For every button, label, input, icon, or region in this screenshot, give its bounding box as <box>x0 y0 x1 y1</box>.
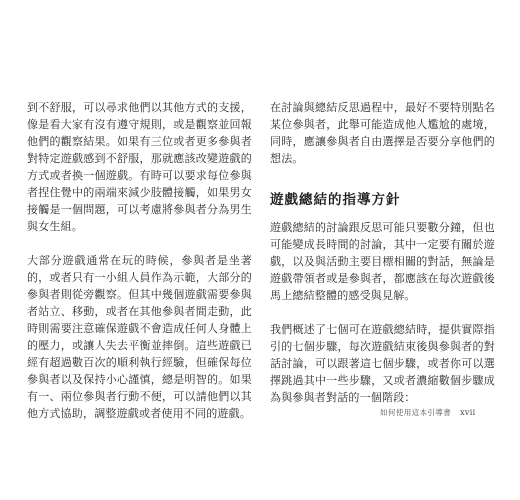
body-paragraph: 我們概述了七個可在遊戲總結時，提供實際指引的七個步驟，每次遊戲結束後與參與者的對話討論，可以跟著這七個步驟，或者你可以選擇跳過其中一些步驟，又或者濃縮數個步驟成為與參與者對話的一個階段： <box>270 323 495 404</box>
body-paragraph: 遊戲總結的討論跟反思可能只要數分鐘，但也可能變成長時間的討論，其中一定要有關於遊戲，以及與活動主要目標相關的對話，無論是遊戲帶領者或是參與者，都應該在每次遊戲後馬上總結整體的感受與見解。 <box>270 221 495 302</box>
body-paragraph: 在討論與總結反思過程中，最好不要特別點名某位參與者，此舉可能造成他人尷尬的處境，同時，應讓參與者自由選擇是否要分享他們的想法。 <box>270 101 495 165</box>
running-title: 如何使用這本引導書 <box>380 408 452 417</box>
right-column <box>270 99 495 406</box>
body-paragraph: 到不舒服，可以尋求他們以其他方式的支援，像是看大家有沒有遵守規則，或是觀察並回報他們的觀察結果。如果有三位或者更多參與者對特定遊戲感到不舒服，那就應該改變遊戲的方式或者換一個遊戲。有時可以要求每位參與者捏住覺中的兩端來減少肢體接觸，如果男女接觸是一個問題，可以考慮將參與者分為男生與女生組。 <box>27 101 252 233</box>
body-paragraph: 大部分遊戲通常在玩的時候，參與者是坐著的，或者只有一小組人員作為示範，大部分的參與者則從旁觀察。但其中幾個遊戲需要參與者站立、移動，或者在其他參與者間走動，此時則需要注意確保遊戲不會造成任何人身體上的壓力，或讓人失去平衡並摔倒。這些遊戲已經有超過數百次的順利執行經驗，但確保每位參與者以及保持小心謹慎，總是明智的。如果有一、兩位參與者行動不便，可以請他們以其他方式協助，調整遊戲或者使用不同的遊戲。 <box>27 254 252 420</box>
page-footer <box>380 407 475 418</box>
left-column <box>27 99 252 422</box>
page-number: xvii <box>460 408 476 417</box>
section-heading: 遊戲總結的指導方針 <box>270 192 401 208</box>
